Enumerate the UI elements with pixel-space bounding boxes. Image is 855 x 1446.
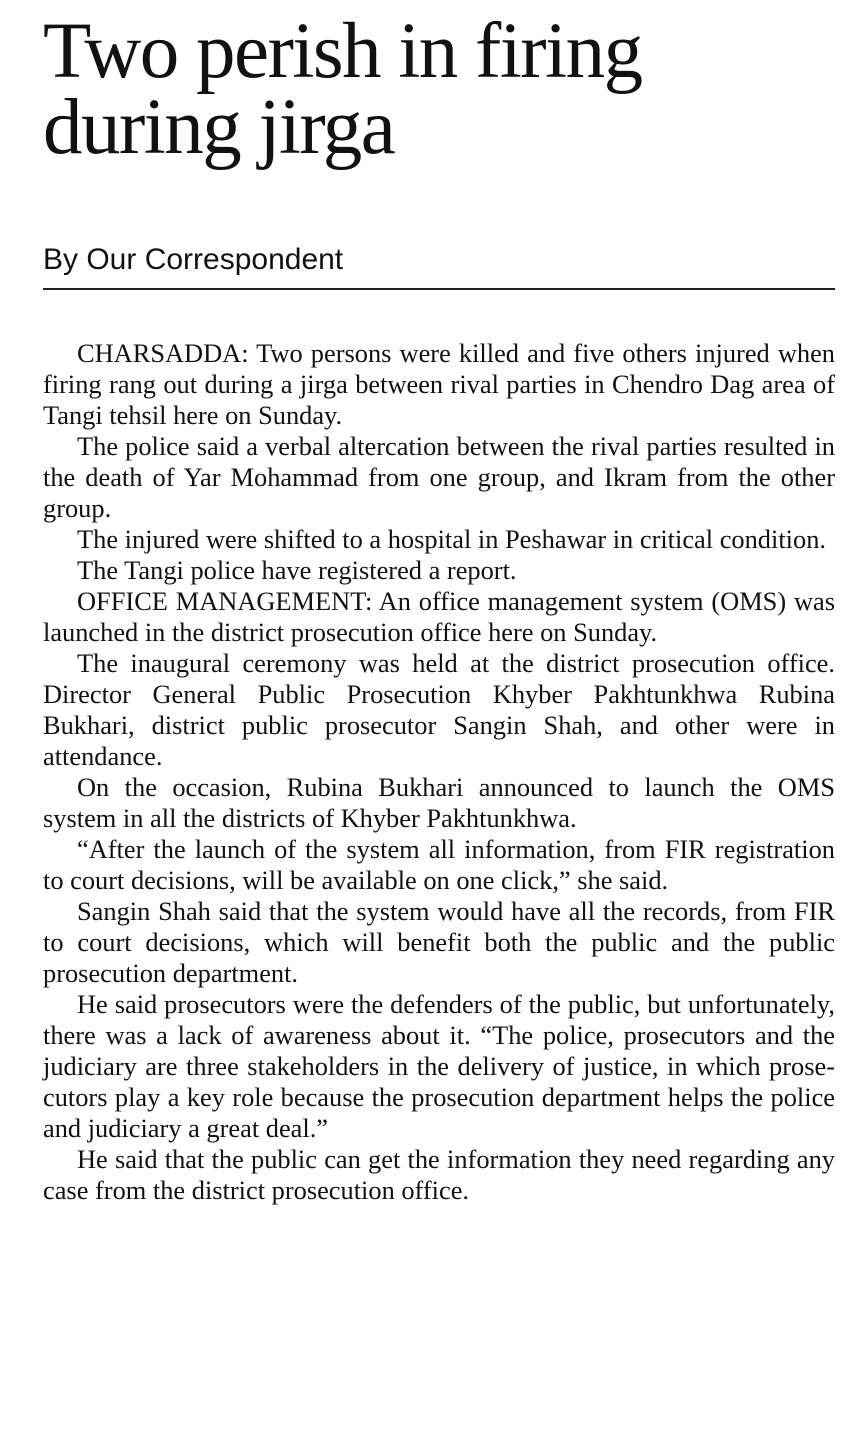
paragraph: Sangin Shah said that the system would have all the records, from FIR to court decisions, which will benefit both the public and the public prosecution department. [43,896,835,988]
headline [43,0,835,171]
paragraph: The injured were shifted to a hospital in Peshawar in critical condition. [77,524,826,554]
headline-line-2: during jirga [43,84,395,171]
paragraph: He said that the public can get the information they need regarding any case from the district prosecution office. [43,1144,835,1205]
paragraph: The police said a verbal altercation between the rival parties resulted in the death of Yar Mohammad from one group, and Ikram from the other group. [43,431,835,523]
paragraph: “After the launch of the system all information, from FIR registration to court decisions, will be available on one click,” she said. [43,834,835,895]
paragraph: On the occasion, Rubina Bukhari announced to launch the OMS system in all the districts of Khyber Pakhtunkhwa. [43,772,835,833]
paragraph: The Tangi police have registered a report. [77,555,517,585]
paragraph: OFFICE MANAGEMENT: An office management system (OMS) was launched in the district prosecution office here on Sunday. [43,586,835,647]
byline: By Our Correspondent [43,242,835,290]
news-article [43,0,835,1206]
paragraph: The inaugural ceremony was held at the district prosecution office. Director General Public Prosecution Khyber Pakhtunkhwa Rubina Bukhari, district public prosecutor Sangin Shah, and other were in attendance. [43,648,835,771]
headline-line-1: Two perish in firing [43,8,642,95]
paragraph: He said prosecutors were the defenders of the public, but unfortunately, there was a lack of awareness about it. “The police, prosecutors and the judiciary are three stakeholders in the delivery of justice, in which prosecutors play a key role because the prosecution department helps the police and judiciary a great deal.” [43,989,835,1143]
paragraph: CHARSADDA: Two persons were killed and five others injured when firing rang out during a jirga between rival parties in Chendro Dag area of Tangi tehsil here on Sunday. [43,338,835,430]
article-body [43,338,835,1206]
